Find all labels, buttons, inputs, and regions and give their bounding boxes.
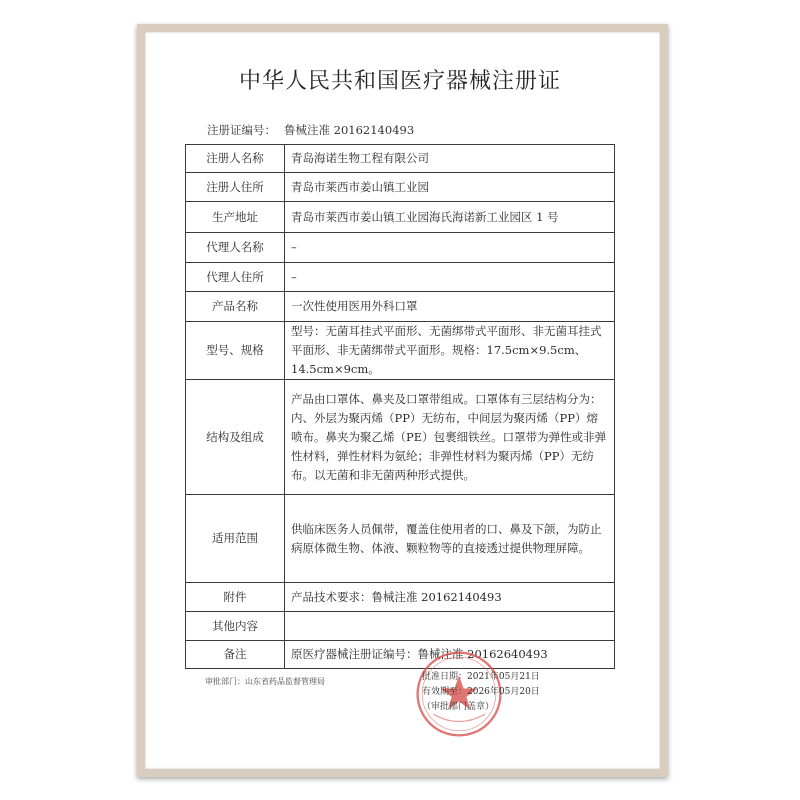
row-key: 型号、规格 <box>186 322 285 380</box>
row-key: 其他内容 <box>186 612 285 641</box>
row-key: 注册人名称 <box>186 145 285 173</box>
table-row <box>186 145 615 173</box>
row-value <box>285 612 615 641</box>
registration-number <box>207 122 414 138</box>
row-value: – <box>285 263 615 292</box>
approval-department: 审批部门：山东省药品监督管理局 <box>205 677 325 686</box>
row-value: 青岛市莱西市姜山镇工业园 <box>285 173 615 202</box>
table-row <box>186 380 615 495</box>
row-value: 青岛市莱西市姜山镇工业园海氏海诺新工业园区 1 号 <box>285 202 615 233</box>
row-key: 附件 <box>186 583 285 612</box>
table-row <box>186 495 615 583</box>
row-key: 生产地址 <box>186 202 285 233</box>
table-row <box>186 292 615 322</box>
table-row <box>186 233 615 263</box>
table-row <box>186 322 615 380</box>
certificate-title: 中华人民共和国医疗器械注册证 <box>238 69 561 94</box>
row-key: 结构及组成 <box>186 380 285 495</box>
table-row <box>186 641 615 669</box>
row-value: 供临床医务人员佩带，覆盖住使用者的口、鼻及下颌，为防止病原体微生物、体液、颗粒物等的直接透过提供物理屏障。 <box>285 495 615 583</box>
row-value: 产品由口罩体、鼻夹及口罩带组成。口罩体有三层结构分为：内、外层为聚丙烯（PP）无纺布，中间层为聚丙烯（PP）熔喷布。鼻夹为聚乙烯（PE）包裹细铁丝。口罩带为弹性或非弹性材料，弹性材料为氨纶；非弹性材料为聚丙烯（PP）无纺布。以无菌和非无菌两种形式提供。 <box>285 380 615 495</box>
row-value: 产品技术要求：鲁械注准 20162140493 <box>285 583 615 612</box>
row-key: 备注 <box>186 641 285 669</box>
row-value: – <box>285 233 615 263</box>
table-row <box>186 612 615 641</box>
row-value: 原医疗器械注册证编号：鲁械注准 20162640493 <box>285 641 615 669</box>
certificate-table <box>185 144 615 669</box>
row-key: 注册人住所 <box>186 173 285 202</box>
row-key: 代理人住所 <box>186 263 285 292</box>
registration-number-value: 鲁械注准 20162140493 <box>284 123 415 137</box>
seal-caption: （审批部门盖章） <box>422 702 495 712</box>
table-row <box>186 583 615 612</box>
row-key: 代理人名称 <box>186 233 285 263</box>
valid-until-date: 有效期至：2026年05月20日 <box>422 687 540 697</box>
table-row <box>186 263 615 292</box>
row-value: 型号：无菌耳挂式平面形、无菌绑带式平面形、非无菌耳挂式平面形、非无菌绑带式平面形。规格：17.5cm×9.5cm、14.5cm×9cm。 <box>285 322 615 380</box>
approval-dates <box>422 670 540 715</box>
registration-number-label: 注册证编号： <box>207 123 276 137</box>
table-row <box>186 173 615 202</box>
row-key: 产品名称 <box>186 292 285 322</box>
row-value: 一次性使用医用外科口罩 <box>285 292 615 322</box>
table-row <box>186 202 615 233</box>
row-key: 适用范围 <box>186 495 285 583</box>
approval-date: 批准日期：2021年05月21日 <box>422 672 540 682</box>
row-value: 青岛海诺生物工程有限公司 <box>285 145 615 173</box>
